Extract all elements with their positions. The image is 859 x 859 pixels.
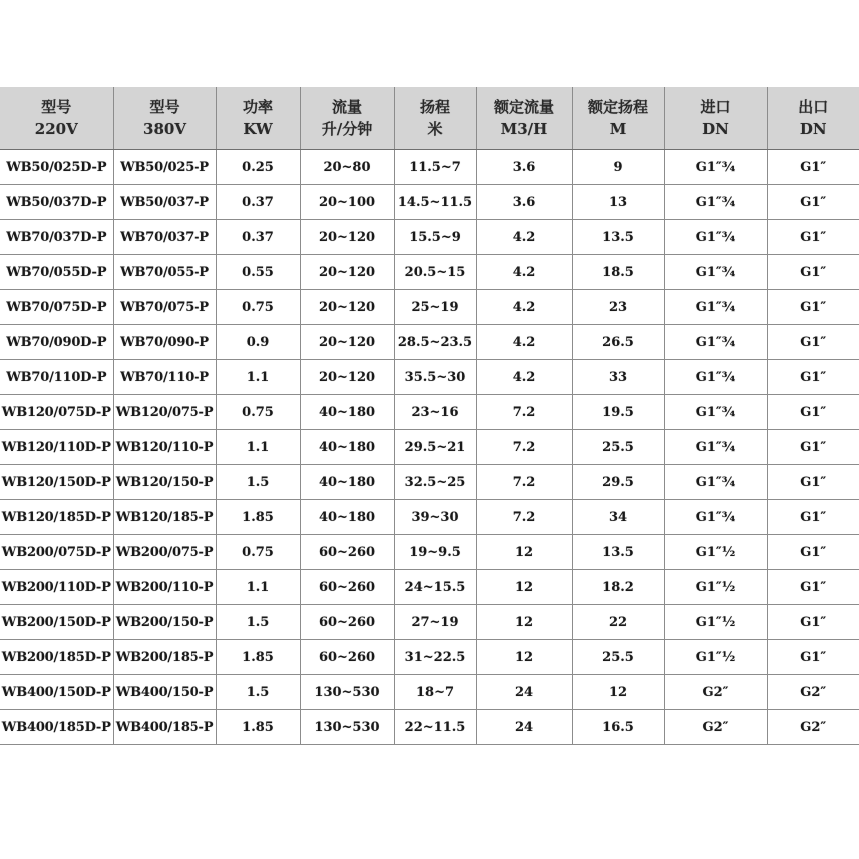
model-380v-cell: WB120/185-P xyxy=(113,500,216,535)
model-220v-cell: WB200/110D-P xyxy=(0,570,113,605)
model-380v-cell: WB70/037-P xyxy=(113,220,216,255)
table-row xyxy=(0,150,859,185)
power-cell: 1.85 xyxy=(216,500,300,535)
outlet-cell: G1″ xyxy=(767,500,859,535)
header-model-220v xyxy=(0,87,113,150)
head-cell: 23~16 xyxy=(394,395,476,430)
model-220v-cell: WB120/185D-P xyxy=(0,500,113,535)
table-row xyxy=(0,220,859,255)
model-380v-cell: WB200/075-P xyxy=(113,535,216,570)
rated-head-cell: 34 xyxy=(572,500,664,535)
rated-head-cell: 19.5 xyxy=(572,395,664,430)
rated-head-cell: 13.5 xyxy=(572,535,664,570)
outlet-cell: G1″ xyxy=(767,325,859,360)
inlet-cell: G1″¾ xyxy=(664,255,767,290)
flow-cell: 20~120 xyxy=(300,360,394,395)
table-row xyxy=(0,290,859,325)
outlet-cell: G2″ xyxy=(767,675,859,710)
rated-flow-cell: 7.2 xyxy=(476,430,572,465)
power-cell: 1.85 xyxy=(216,710,300,745)
power-cell: 1.5 xyxy=(216,465,300,500)
model-220v-cell: WB120/075D-P xyxy=(0,395,113,430)
model-380v-cell: WB400/185-P xyxy=(113,710,216,745)
power-cell: 0.75 xyxy=(216,290,300,325)
head-cell: 14.5~11.5 xyxy=(394,185,476,220)
power-cell: 0.37 xyxy=(216,185,300,220)
outlet-cell: G1″ xyxy=(767,465,859,500)
head-cell: 31~22.5 xyxy=(394,640,476,675)
outlet-cell: G1″ xyxy=(767,395,859,430)
rated-flow-cell: 3.6 xyxy=(476,150,572,185)
table-row xyxy=(0,465,859,500)
power-cell: 0.75 xyxy=(216,395,300,430)
inlet-cell: G1″¾ xyxy=(664,500,767,535)
outlet-cell: G2″ xyxy=(767,710,859,745)
header-unit: M xyxy=(609,120,627,138)
header-unit: DN xyxy=(702,120,729,138)
rated-flow-cell: 4.2 xyxy=(476,325,572,360)
flow-cell: 40~180 xyxy=(300,430,394,465)
model-220v-cell: WB70/090D-P xyxy=(0,325,113,360)
header-label: 额定扬程 xyxy=(587,98,648,116)
flow-cell: 60~260 xyxy=(300,605,394,640)
flow-cell: 130~530 xyxy=(300,675,394,710)
header-label: 进口 xyxy=(700,98,731,116)
outlet-cell: G1″ xyxy=(767,605,859,640)
rated-head-cell: 9 xyxy=(572,150,664,185)
inlet-cell: G2″ xyxy=(664,710,767,745)
table-row xyxy=(0,255,859,290)
head-cell: 18~7 xyxy=(394,675,476,710)
table-row xyxy=(0,570,859,605)
flow-cell: 20~120 xyxy=(300,255,394,290)
model-220v-cell: WB70/075D-P xyxy=(0,290,113,325)
inlet-cell: G1″¾ xyxy=(664,185,767,220)
flow-cell: 40~180 xyxy=(300,465,394,500)
outlet-cell: G1″ xyxy=(767,185,859,220)
head-cell: 35.5~30 xyxy=(394,360,476,395)
inlet-cell: G1″¾ xyxy=(664,430,767,465)
model-220v-cell: WB50/037D-P xyxy=(0,185,113,220)
outlet-cell: G1″ xyxy=(767,290,859,325)
inlet-cell: G1″¾ xyxy=(664,220,767,255)
header-label: 出口 xyxy=(798,98,829,116)
table-row xyxy=(0,395,859,430)
outlet-cell: G1″ xyxy=(767,220,859,255)
inlet-cell: G1″½ xyxy=(664,640,767,675)
table-row xyxy=(0,675,859,710)
power-cell: 0.75 xyxy=(216,535,300,570)
rated-flow-cell: 7.2 xyxy=(476,395,572,430)
rated-flow-cell: 24 xyxy=(476,675,572,710)
inlet-cell: G1″¾ xyxy=(664,325,767,360)
model-380v-cell: WB200/185-P xyxy=(113,640,216,675)
rated-flow-cell: 24 xyxy=(476,710,572,745)
model-220v-cell: WB400/185D-P xyxy=(0,710,113,745)
model-380v-cell: WB120/150-P xyxy=(113,465,216,500)
header-label: 额定流量 xyxy=(493,98,554,116)
head-cell: 15.5~9 xyxy=(394,220,476,255)
inlet-cell: G1″¾ xyxy=(664,395,767,430)
table-body xyxy=(0,150,859,745)
head-cell: 27~19 xyxy=(394,605,476,640)
header-rated-flow xyxy=(476,87,572,150)
table-row xyxy=(0,710,859,745)
flow-cell: 60~260 xyxy=(300,570,394,605)
rated-flow-cell: 12 xyxy=(476,535,572,570)
model-380v-cell: WB70/090-P xyxy=(113,325,216,360)
header-unit: 升/分钟 xyxy=(321,120,373,138)
rated-head-cell: 22 xyxy=(572,605,664,640)
spec-table-container xyxy=(0,87,859,745)
rated-flow-cell: 12 xyxy=(476,640,572,675)
head-cell: 28.5~23.5 xyxy=(394,325,476,360)
flow-cell: 60~260 xyxy=(300,640,394,675)
inlet-cell: G2″ xyxy=(664,675,767,710)
rated-flow-cell: 12 xyxy=(476,605,572,640)
header-label: 功率 xyxy=(242,98,273,116)
rated-head-cell: 33 xyxy=(572,360,664,395)
header-unit: 220V xyxy=(34,120,78,138)
table-row xyxy=(0,185,859,220)
header-power xyxy=(216,87,300,150)
power-cell: 0.9 xyxy=(216,325,300,360)
model-380v-cell: WB200/150-P xyxy=(113,605,216,640)
model-220v-cell: WB70/110D-P xyxy=(0,360,113,395)
table-row xyxy=(0,430,859,465)
outlet-cell: G1″ xyxy=(767,535,859,570)
header-unit: 米 xyxy=(427,120,443,138)
power-cell: 1.1 xyxy=(216,570,300,605)
header-label: 型号 xyxy=(149,98,180,116)
model-380v-cell: WB50/025-P xyxy=(113,150,216,185)
header-head xyxy=(394,87,476,150)
outlet-cell: G1″ xyxy=(767,570,859,605)
inlet-cell: G1″¾ xyxy=(664,360,767,395)
outlet-cell: G1″ xyxy=(767,430,859,465)
inlet-cell: G1″½ xyxy=(664,535,767,570)
rated-head-cell: 29.5 xyxy=(572,465,664,500)
power-cell: 0.25 xyxy=(216,150,300,185)
power-cell: 1.5 xyxy=(216,675,300,710)
rated-flow-cell: 12 xyxy=(476,570,572,605)
model-380v-cell: WB70/075-P xyxy=(113,290,216,325)
header-flow xyxy=(300,87,394,150)
head-cell: 32.5~25 xyxy=(394,465,476,500)
model-380v-cell: WB120/075-P xyxy=(113,395,216,430)
model-220v-cell: WB70/055D-P xyxy=(0,255,113,290)
model-220v-cell: WB50/025D-P xyxy=(0,150,113,185)
rated-head-cell: 25.5 xyxy=(572,430,664,465)
header-inlet xyxy=(664,87,767,150)
header-unit: DN xyxy=(799,120,827,138)
model-380v-cell: WB120/110-P xyxy=(113,430,216,465)
table-row xyxy=(0,325,859,360)
head-cell: 39~30 xyxy=(394,500,476,535)
table-row xyxy=(0,640,859,675)
header-row xyxy=(0,87,859,150)
model-380v-cell: WB70/110-P xyxy=(113,360,216,395)
model-220v-cell: WB200/075D-P xyxy=(0,535,113,570)
rated-flow-cell: 4.2 xyxy=(476,360,572,395)
rated-head-cell: 18.2 xyxy=(572,570,664,605)
inlet-cell: G1″¾ xyxy=(664,290,767,325)
head-cell: 11.5~7 xyxy=(394,150,476,185)
inlet-cell: G1″½ xyxy=(664,605,767,640)
table-row xyxy=(0,535,859,570)
rated-flow-cell: 4.2 xyxy=(476,255,572,290)
power-cell: 1.5 xyxy=(216,605,300,640)
rated-flow-cell: 3.6 xyxy=(476,185,572,220)
model-220v-cell: WB120/150D-P xyxy=(0,465,113,500)
head-cell: 22~11.5 xyxy=(394,710,476,745)
model-220v-cell: WB120/110D-P xyxy=(0,430,113,465)
model-220v-cell: WB200/150D-P xyxy=(0,605,113,640)
rated-head-cell: 13 xyxy=(572,185,664,220)
flow-cell: 20~80 xyxy=(300,150,394,185)
outlet-cell: G1″ xyxy=(767,360,859,395)
flow-cell: 20~100 xyxy=(300,185,394,220)
rated-flow-cell: 4.2 xyxy=(476,290,572,325)
header-outlet xyxy=(767,87,859,150)
outlet-cell: G1″ xyxy=(767,640,859,675)
model-220v-cell: WB70/037D-P xyxy=(0,220,113,255)
power-cell: 0.37 xyxy=(216,220,300,255)
flow-cell: 40~180 xyxy=(300,395,394,430)
rated-head-cell: 26.5 xyxy=(572,325,664,360)
flow-cell: 40~180 xyxy=(300,500,394,535)
flow-cell: 20~120 xyxy=(300,325,394,360)
model-220v-cell: WB200/185D-P xyxy=(0,640,113,675)
rated-head-cell: 23 xyxy=(572,290,664,325)
rated-head-cell: 13.5 xyxy=(572,220,664,255)
rated-head-cell: 18.5 xyxy=(572,255,664,290)
inlet-cell: G1″½ xyxy=(664,570,767,605)
rated-head-cell: 16.5 xyxy=(572,710,664,745)
flow-cell: 60~260 xyxy=(300,535,394,570)
header-label: 流量 xyxy=(331,98,362,116)
inlet-cell: G1″¾ xyxy=(664,150,767,185)
header-rated-head xyxy=(572,87,664,150)
model-380v-cell: WB400/150-P xyxy=(113,675,216,710)
flow-cell: 130~530 xyxy=(300,710,394,745)
header-label: 型号 xyxy=(41,98,72,116)
power-cell: 1.1 xyxy=(216,360,300,395)
rated-flow-cell: 7.2 xyxy=(476,500,572,535)
table-row xyxy=(0,500,859,535)
model-220v-cell: WB400/150D-P xyxy=(0,675,113,710)
header-model-380v xyxy=(113,87,216,150)
head-cell: 19~9.5 xyxy=(394,535,476,570)
flow-cell: 20~120 xyxy=(300,290,394,325)
power-cell: 0.55 xyxy=(216,255,300,290)
head-cell: 20.5~15 xyxy=(394,255,476,290)
model-380v-cell: WB70/055-P xyxy=(113,255,216,290)
model-380v-cell: WB200/110-P xyxy=(113,570,216,605)
power-cell: 1.85 xyxy=(216,640,300,675)
outlet-cell: G1″ xyxy=(767,150,859,185)
head-cell: 29.5~21 xyxy=(394,430,476,465)
table-row xyxy=(0,360,859,395)
rated-flow-cell: 4.2 xyxy=(476,220,572,255)
table-row xyxy=(0,605,859,640)
header-label: 扬程 xyxy=(419,98,450,116)
inlet-cell: G1″¾ xyxy=(664,465,767,500)
rated-head-cell: 25.5 xyxy=(572,640,664,675)
header-unit: KW xyxy=(243,120,273,138)
pump-spec-table xyxy=(0,87,859,745)
head-cell: 24~15.5 xyxy=(394,570,476,605)
head-cell: 25~19 xyxy=(394,290,476,325)
header-unit: M3/H xyxy=(500,120,548,138)
flow-cell: 20~120 xyxy=(300,220,394,255)
rated-head-cell: 12 xyxy=(572,675,664,710)
rated-flow-cell: 7.2 xyxy=(476,465,572,500)
outlet-cell: G1″ xyxy=(767,255,859,290)
model-380v-cell: WB50/037-P xyxy=(113,185,216,220)
header-unit: 380V xyxy=(143,120,186,138)
power-cell: 1.1 xyxy=(216,430,300,465)
